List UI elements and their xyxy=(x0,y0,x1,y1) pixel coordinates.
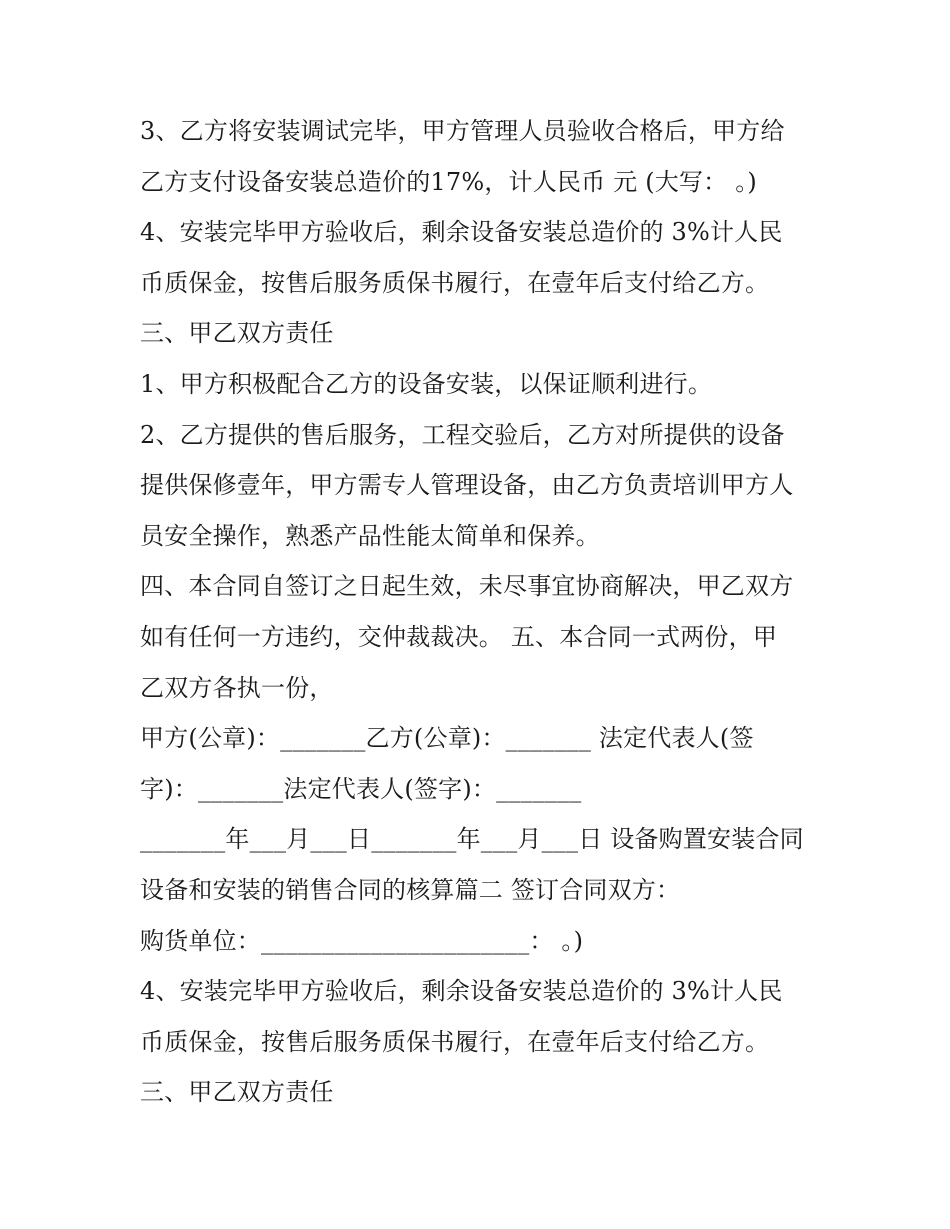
text-line: 币质保金，按售后服务质保书履行，在壹年后支付给乙方。 xyxy=(140,268,770,297)
text-line: 四、本合同自签订之日起生效，未尽事宜协商解决，甲乙双方 xyxy=(140,572,794,601)
date-line: _______年___月___日_______年___月___日 设备购置安装合同 xyxy=(140,825,804,854)
text-line: 2、乙方提供的售后服务，工程交验后，乙方对所提供的设备 xyxy=(140,420,785,449)
text-line: 4、安装完毕甲方验收后，剩余设备安装总造价的 3%计人民 xyxy=(140,218,783,247)
section-heading: 三、甲乙双方责任 xyxy=(140,319,334,348)
text-line: 如有任何一方违约，交仲裁裁决。 五、本合同一式两份，甲 xyxy=(140,622,778,651)
text-line: 提供保修壹年，甲方需专人管理设备，由乙方负责培训甲方人 xyxy=(140,471,794,500)
document-body xyxy=(140,106,820,1118)
text-line: 币质保金，按售后服务质保书履行，在壹年后支付给乙方。 xyxy=(140,1027,770,1056)
text-line: 3、乙方将安装调试完毕，甲方管理人员验收合格后，甲方给 xyxy=(140,117,785,145)
section-heading: 三、甲乙双方责任 xyxy=(140,1078,334,1107)
buyer-line: 购货单位：______________________： 。) xyxy=(140,926,584,955)
text-line: 设备和安装的销售合同的核算篇二 签订合同双方： xyxy=(140,875,681,904)
text-line: 乙方支付设备安装总造价的17%，计人民币 元 (大写： 。) xyxy=(140,167,757,196)
text-line: 1、甲方积极配合乙方的设备安装，以保证顺利进行。 xyxy=(140,369,713,398)
text-line: 乙双方各执一份， xyxy=(140,673,334,702)
text-line: 员安全操作，熟悉产品性能太简单和保养。 xyxy=(140,521,600,550)
text-line: 4、安装完毕甲方验收后，剩余设备安装总造价的 3%计人民 xyxy=(140,977,783,1006)
signature-line: 字)：_______法定代表人(签字)：_______ xyxy=(140,774,582,803)
signature-line: 甲方(公章)：_______乙方(公章)：_______ 法定代表人(签 xyxy=(140,724,754,753)
